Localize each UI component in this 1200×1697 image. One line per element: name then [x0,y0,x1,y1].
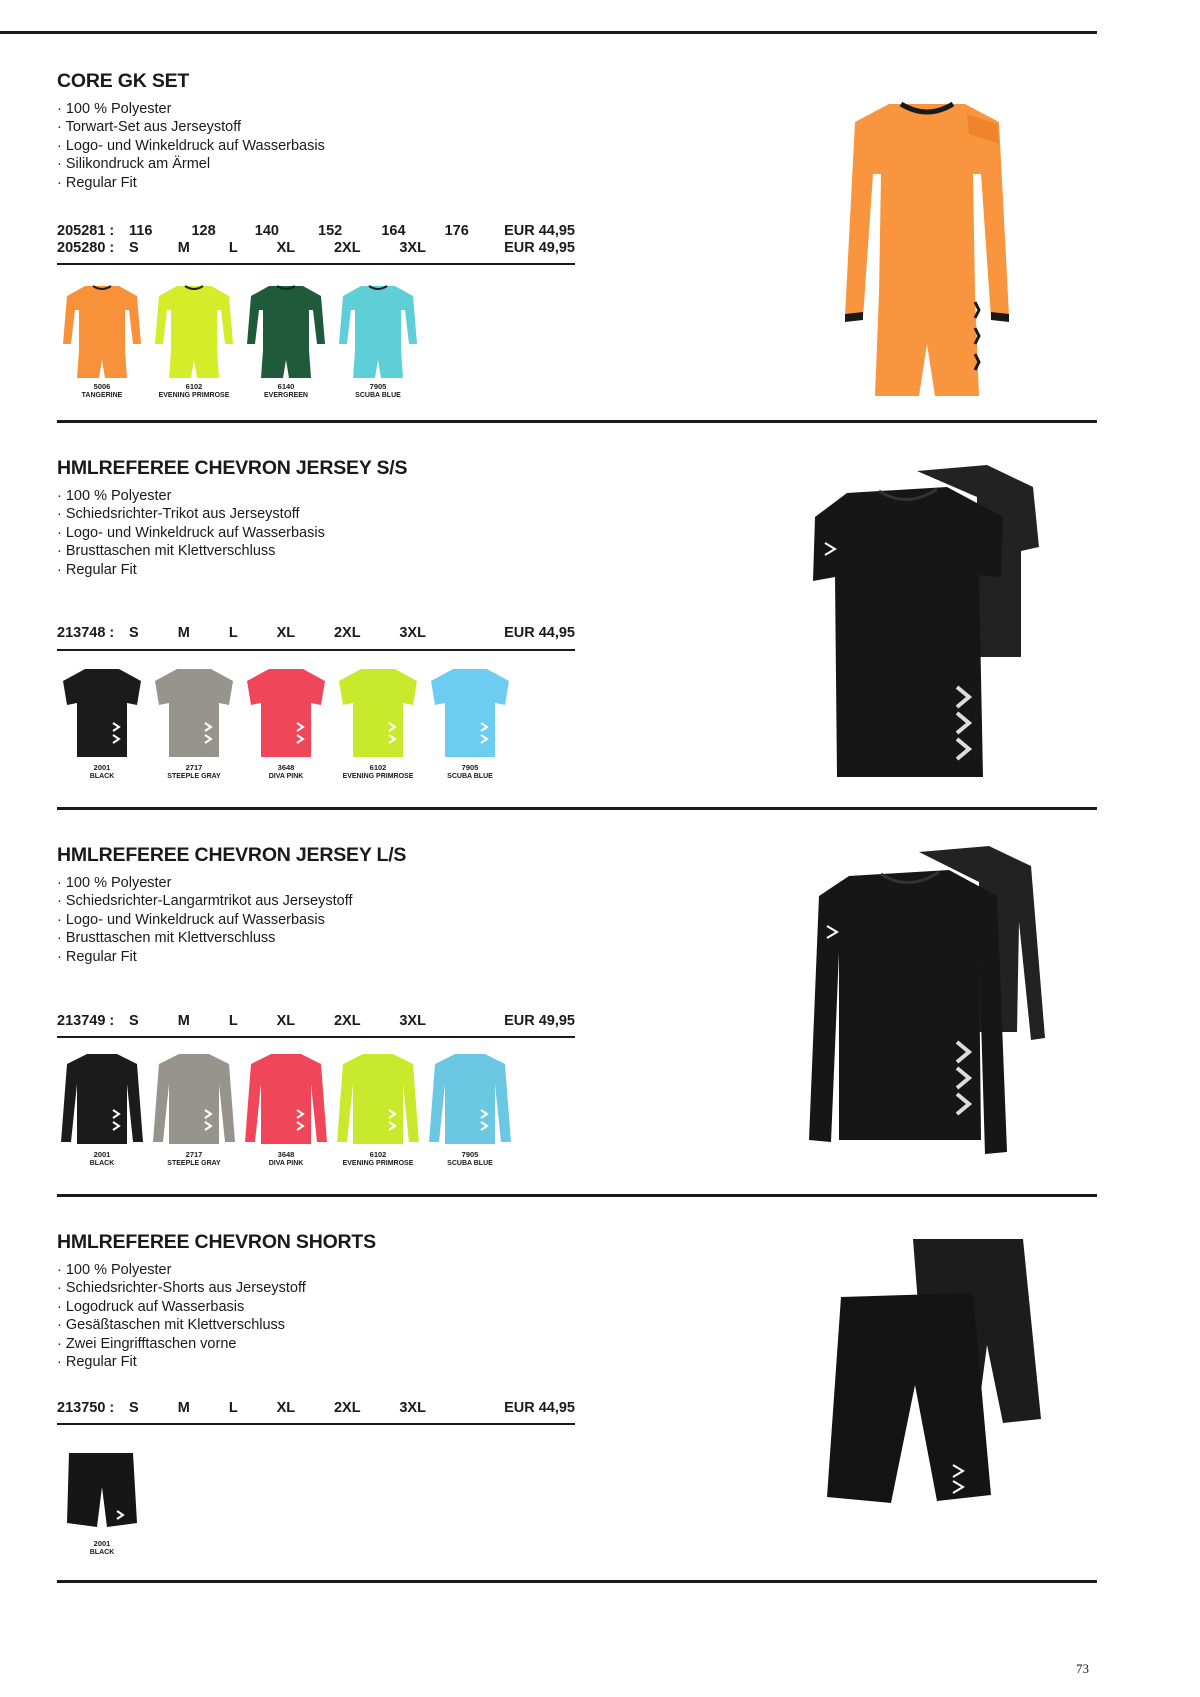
color-name: EVERGREEN [264,392,308,399]
page-number: 73 [1076,1661,1089,1676]
gk-set-hero-image [827,94,1027,404]
ls-jersey-thumbnail [149,1048,239,1148]
feature-item: · 100 % Polyester [57,1261,306,1279]
feature-item: · Regular Fit [57,948,353,966]
color-number: 7905 [369,382,387,391]
color-swatch[interactable] [149,661,239,781]
color-number: 5006 [93,382,111,391]
feature-item: · Schiedsrichter-Shorts aus Jerseystoff [57,1279,306,1297]
article-code: 205280 : [57,240,115,256]
feature-item: · Logodruck auf Wasserbasis [57,1298,306,1316]
color-name: SCUBA BLUE [355,392,401,399]
color-swatch[interactable] [57,280,147,400]
color-name: TANGERINE [81,392,123,399]
feature-item: · Zwei Eingrifftaschen vorne [57,1335,306,1353]
ss-jersey-hero-image [807,457,1067,787]
gk-set-thumbnail [149,280,239,380]
ss-jersey-thumbnail [333,661,423,761]
color-swatches [57,661,577,780]
ss-jersey-thumbnail [149,661,239,761]
feature-item: · Brusttaschen mit Klettverschluss [57,542,325,560]
size-list: S M L XL 2XL 3XL [129,1400,426,1416]
feature-item: · Regular Fit [57,561,325,579]
color-swatch[interactable] [241,1048,331,1168]
color-swatch[interactable] [149,280,239,400]
color-swatch[interactable] [425,1048,515,1168]
color-swatch[interactable] [333,1048,423,1168]
gk-set-thumbnail [57,280,147,380]
price-rule [57,1036,575,1038]
feature-item: · 100 % Polyester [57,100,325,118]
feature-item: · Torwart-Set aus Jerseystoff [57,118,325,136]
feature-item: · Logo- und Winkeldruck auf Wasserbasis [57,911,353,929]
product-referee-jersey-ss [57,421,1097,807]
color-number: 2717 [185,763,203,772]
product-referee-shorts [57,1195,1097,1581]
product-title: CORE GK SET [57,70,190,92]
price: EUR 44,95 [504,1400,575,1416]
gk-set-thumbnail [241,280,331,380]
color-swatches [57,280,577,399]
color-name: STEEPLE GRAY [167,1160,221,1167]
feature-item: · Regular Fit [57,174,325,192]
color-swatches [57,1048,577,1167]
feature-item: · Schiedsrichter-Trikot aus Jerseystoff [57,505,325,523]
color-swatch[interactable] [333,280,423,400]
price: EUR 49,95 [504,1013,575,1029]
article-row [57,1400,575,1416]
bottom-rule [57,1580,1097,1583]
size-list: S M L XL 2XL 3XL [129,1013,426,1029]
article-code: 213748 : [57,625,115,641]
color-name: EVENING PRIMROSE [342,773,414,780]
color-name: EVENING PRIMROSE [342,1160,414,1167]
article-row [57,223,575,239]
feature-item: · Silikondruck am Ärmel [57,155,325,173]
price: EUR 44,95 [504,223,575,239]
color-swatch[interactable] [425,661,515,781]
color-number: 2717 [185,1150,203,1159]
color-name: SCUBA BLUE [447,1160,493,1167]
article-row [57,625,575,641]
article-code: 205281 : [57,223,115,239]
feature-item: · Schiedsrichter-Langarmtrikot aus Jerseystoff [57,892,353,910]
color-number: 2001 [93,763,111,772]
ls-jersey-hero-image [809,842,1069,1162]
product-referee-jersey-ls [57,808,1097,1194]
color-number: 3648 [277,763,295,772]
feature-item: · Logo- und Winkeldruck auf Wasserbasis [57,137,325,155]
article-code: 213750 : [57,1400,115,1416]
ss-jersey-thumbnail [57,661,147,761]
price: EUR 49,95 [504,240,575,256]
article-row [57,1013,575,1029]
product-core-gk-set [57,34,1097,420]
article-row [57,240,575,256]
feature-list [57,487,325,579]
article-code: 213749 : [57,1013,115,1029]
price-rule [57,1423,575,1425]
price-rule [57,649,575,651]
color-swatch[interactable] [333,661,423,781]
color-name: EVENING PRIMROSE [158,392,230,399]
color-swatch[interactable] [241,280,331,400]
color-number: 6102 [185,382,203,391]
color-name: BLACK [89,1549,115,1556]
product-title: HMLREFEREE CHEVRON JERSEY S/S [57,457,408,479]
ls-jersey-thumbnail [425,1048,515,1148]
feature-item: · 100 % Polyester [57,874,353,892]
size-list: 116 128 140 152 164 176 [129,223,469,239]
color-name: DIVA PINK [268,773,304,780]
ss-jersey-thumbnail [241,661,331,761]
color-swatch[interactable] [57,661,147,781]
color-number: 7905 [461,1150,479,1159]
color-name: BLACK [89,1160,115,1167]
feature-item: · Brusttaschen mit Klettverschluss [57,929,353,947]
color-name: DIVA PINK [268,1160,304,1167]
color-swatches [57,1437,577,1556]
feature-item: · 100 % Polyester [57,487,325,505]
size-list: S M L XL 2XL 3XL [129,625,426,641]
color-number: 3648 [277,1150,295,1159]
product-title: HMLREFEREE CHEVRON JERSEY L/S [57,844,407,866]
ls-jersey-thumbnail [241,1048,331,1148]
price: EUR 44,95 [504,625,575,641]
shorts-hero-image [827,1235,1067,1525]
gk-set-thumbnail [333,280,423,380]
feature-item: · Logo- und Winkeldruck auf Wasserbasis [57,524,325,542]
color-name: BLACK [89,773,115,780]
color-number: 6102 [369,1150,387,1159]
color-swatch[interactable] [57,1437,147,1557]
color-swatch[interactable] [57,1048,147,1168]
feature-item: · Regular Fit [57,1353,306,1371]
feature-list [57,1261,306,1371]
color-number: 7905 [461,763,479,772]
feature-item: · Gesäßtaschen mit Klettverschluss [57,1316,306,1334]
feature-list [57,874,353,966]
shorts-thumbnail [57,1437,147,1537]
ss-jersey-thumbnail [425,661,515,761]
color-swatch[interactable] [241,661,331,781]
color-number: 2001 [93,1539,111,1548]
ls-jersey-thumbnail [333,1048,423,1148]
color-name: STEEPLE GRAY [167,773,221,780]
color-number: 6140 [277,382,295,391]
price-rule [57,263,575,265]
color-number: 6102 [369,763,387,772]
feature-list [57,100,325,192]
color-number: 2001 [93,1150,111,1159]
size-list: S M L XL 2XL 3XL [129,240,426,256]
product-title: HMLREFEREE CHEVRON SHORTS [57,1231,376,1253]
color-name: SCUBA BLUE [447,773,493,780]
ls-jersey-thumbnail [57,1048,147,1148]
color-swatch[interactable] [149,1048,239,1168]
